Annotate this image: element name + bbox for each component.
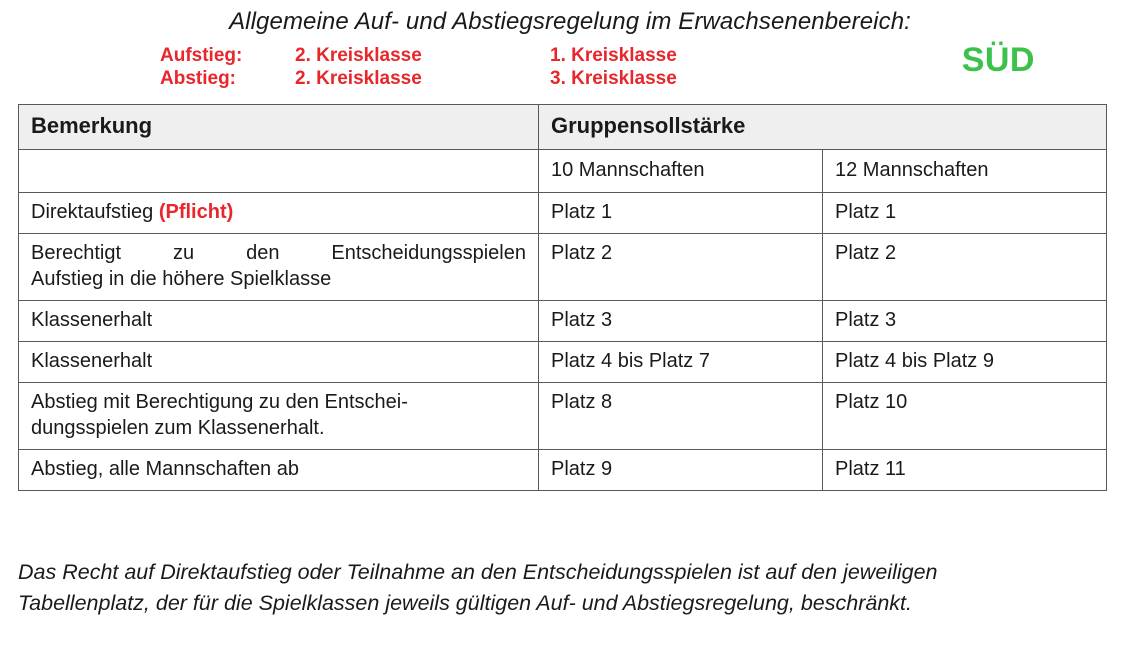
subheader-12-mannschaften: 12 Mannschaften [823, 150, 1107, 193]
table-row [19, 234, 1107, 301]
cell-group-12: Platz 4 bis Platz 9 [823, 342, 1107, 383]
table-header-row [19, 105, 1107, 150]
subheader-empty [19, 150, 539, 193]
table-row [19, 193, 1107, 234]
column-header-gruppensollstaerke: Gruppensollstärke [539, 105, 1107, 150]
legend-aufstieg-col1: 2. Kreisklasse [295, 45, 422, 66]
cell-group-12: Platz 3 [823, 301, 1107, 342]
cell-remark [19, 383, 539, 450]
footnote-line-1: Das Recht auf Direktaufstieg oder Teilnahme an den Entscheidungsspielen ist auf den jeweiligen [18, 560, 938, 584]
cell-group-12: Platz 11 [823, 450, 1107, 491]
region-badge: SÜD [961, 41, 1035, 79]
remark-line-2: dungsspielen zum Klassenerhalt. [31, 417, 325, 439]
cell-group-12: Platz 10 [823, 383, 1107, 450]
promotion-relegation-legend [160, 44, 920, 90]
cell-group-10: Platz 4 bis Platz 7 [539, 342, 823, 383]
column-header-bemerkung: Bemerkung [19, 105, 539, 150]
table-subheader-row [19, 150, 1107, 193]
cell-remark: Klassenerhalt [19, 342, 539, 383]
legend-label-aufstieg: Aufstieg: [160, 45, 243, 66]
legend-aufstieg-col2: 1. Kreisklasse [550, 45, 677, 66]
subheader-10-mannschaften: 10 Mannschaften [539, 150, 823, 193]
cell-group-12: Platz 2 [823, 234, 1107, 301]
table-row [19, 450, 1107, 491]
legend-row-abstieg [160, 67, 920, 90]
cell-remark: Klassenerhalt [19, 301, 539, 342]
remark-line-2: Aufstieg in die höhere Spielklasse [31, 268, 332, 290]
table-row [19, 383, 1107, 450]
legend-abstieg-col1: 2. Kreisklasse [295, 68, 422, 89]
cell-group-10: Platz 2 [539, 234, 823, 301]
cell-group-10: Platz 1 [539, 193, 823, 234]
footnote [18, 557, 1123, 619]
remark-line-1: Abstieg mit Berechtigung zu den Entschei- [31, 391, 408, 413]
cell-remark [19, 193, 539, 234]
cell-group-10: Platz 9 [539, 450, 823, 491]
remark-badge-pflicht: (Pflicht) [158, 201, 234, 223]
table-row [19, 342, 1107, 383]
legend-row-aufstieg [160, 44, 920, 67]
cell-group-10: Platz 3 [539, 301, 823, 342]
cell-group-12: Platz 1 [823, 193, 1107, 234]
table-row [19, 301, 1107, 342]
legend-label-abstieg: Abstieg: [160, 68, 236, 89]
footnote-line-2: Tabellenplatz, der für die Spielklassen jeweils gültigen Auf- und Abstiegsregelung, beschränkt. [18, 591, 912, 615]
cell-remark [19, 234, 539, 301]
regulation-table-wrapper [18, 104, 1106, 491]
legend-abstieg-col2: 3. Kreisklasse [550, 68, 677, 89]
page-title: Allgemeine Auf- und Abstiegsregelung im Erwachsenenbereich: [229, 8, 911, 35]
regulation-table [18, 104, 1107, 491]
cell-group-10: Platz 8 [539, 383, 823, 450]
remark-text: Direktaufstieg [31, 201, 154, 223]
remark-line-1: Berechtigt zu den Entscheidungsspielen [31, 242, 526, 264]
cell-remark: Abstieg, alle Mannschaften ab [19, 450, 539, 491]
